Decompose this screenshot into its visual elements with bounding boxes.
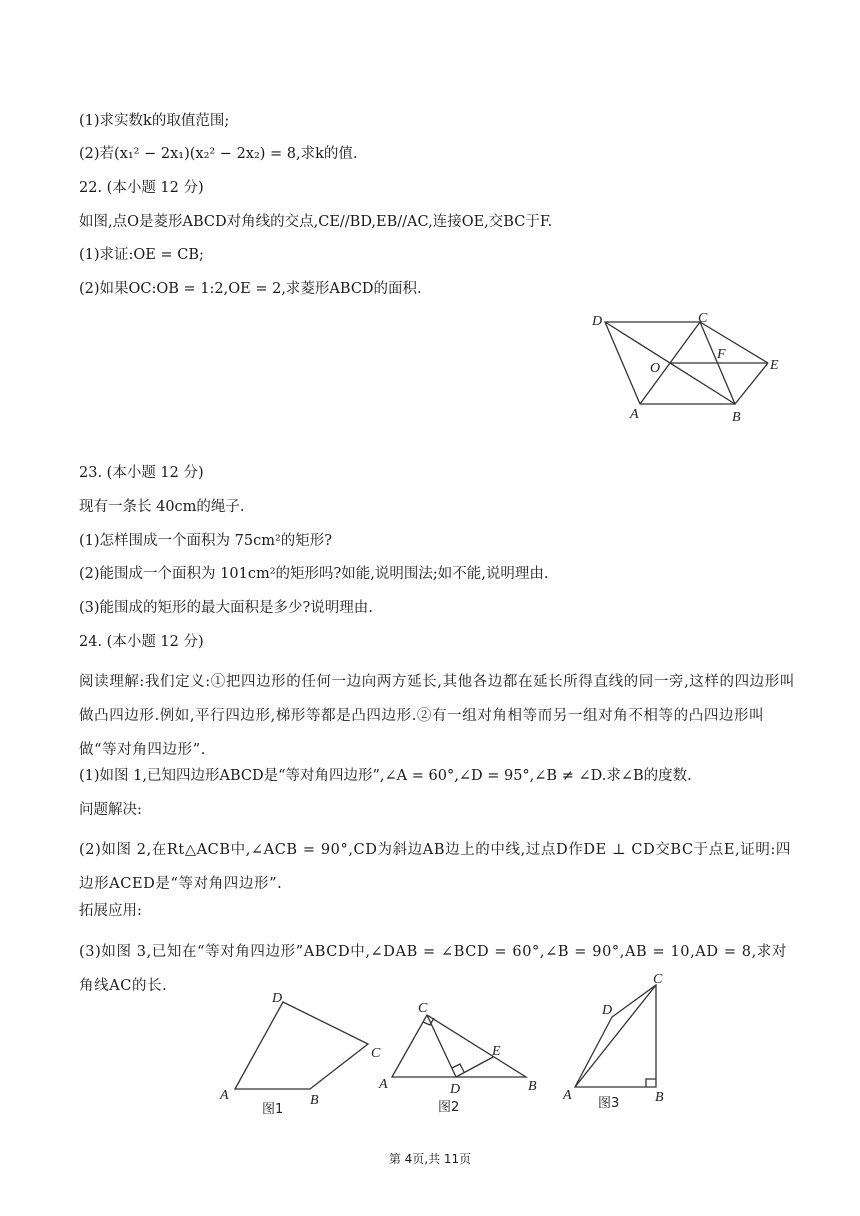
q24-figure-1 bbox=[215, 985, 395, 1120]
fig3-caption: 图3 bbox=[598, 1096, 620, 1111]
q24-figure-3 bbox=[555, 965, 680, 1115]
fig1-caption: 图1 bbox=[262, 1102, 284, 1117]
fig2-label-a: A bbox=[379, 1077, 388, 1092]
q24-section2: 问题解决: bbox=[79, 802, 142, 818]
fig3-label-d: D bbox=[602, 1003, 613, 1018]
q22-part2: (2)如果OC:OB = 1:2,OE = 2,求菱形ABCD的面积. bbox=[79, 281, 422, 297]
right-angle-b bbox=[646, 1079, 656, 1087]
label-e: E bbox=[770, 358, 779, 373]
fig1-label-d: D bbox=[272, 991, 283, 1006]
label-c: C bbox=[698, 311, 708, 326]
q21-part1: (1)求实数k的取值范围; bbox=[79, 113, 230, 129]
q23-part2: (2)能围成一个面积为 101cm²的矩形吗?如能,说明围法;如不能,说明理由. bbox=[79, 566, 549, 582]
q23-part1: (1)怎样围成一个面积为 75cm²的矩形? bbox=[79, 533, 333, 549]
page-footer: 第 4页,共 11页 bbox=[388, 1152, 472, 1166]
q22-stem: 如图,点O是菱形ABCD对角线的交点,CE//BD,EB//AC,连接OE,交BC于F. bbox=[79, 214, 553, 230]
fig2-label-e: E bbox=[492, 1044, 501, 1059]
label-a: A bbox=[630, 407, 639, 422]
fig3-label-a: A bbox=[563, 1088, 572, 1103]
q24-reading: 阅读理解:我们定义:①把四边形的任何一边向两方延长,其他各边都在延长所得直线的同一旁,这样的四边形叫做凸四边形.例如,平行四边形,梯形等都是凸四边形.②有一组对角相等而另一组对角不相等的凸四边形叫做“等对角四边形”. bbox=[79, 674, 795, 758]
q23-stem: 现有一条长 40cm的绳子. bbox=[79, 499, 245, 515]
q24-section3: 拓展应用: bbox=[79, 903, 142, 919]
label-d: D bbox=[592, 314, 603, 329]
segment-eb bbox=[735, 363, 768, 404]
label-o: O bbox=[650, 361, 661, 376]
fig3-label-c: C bbox=[653, 972, 663, 987]
fig2-label-b: B bbox=[528, 1079, 537, 1094]
fig2-label-d: D bbox=[450, 1082, 461, 1097]
q24-part2: (2)如图 2,在Rt△ACB中,∠ACB = 90°,CD为斜边AB边上的中线,过点D作DE ⊥ CD交BC于点E,证明:四边形ACED是“等对角四边形”. bbox=[79, 842, 792, 892]
fig1-label-b: B bbox=[310, 1093, 319, 1108]
label-b: B bbox=[732, 410, 741, 425]
fig1-label-c: C bbox=[371, 1046, 381, 1061]
label-f: F bbox=[717, 347, 726, 362]
diagonal-ac bbox=[575, 985, 656, 1087]
q22-figure-rhombus bbox=[580, 305, 790, 430]
q24-part1: (1)如图 1,已知四边形ABCD是“等对角四边形”,∠A = 60°,∠D = 95°,∠B ≠ ∠D.求∠B的度数. bbox=[79, 768, 692, 784]
fig2-label-c: C bbox=[418, 1001, 428, 1016]
fig2-caption: 图2 bbox=[438, 1100, 460, 1115]
q24-header: 24. (本小题 12 分) bbox=[79, 634, 204, 650]
triangle-acb bbox=[392, 1015, 526, 1077]
fig1-label-a: A bbox=[220, 1088, 229, 1103]
q22-part1: (1)求证:OE = CB; bbox=[79, 247, 204, 263]
q24-figure-2 bbox=[375, 995, 545, 1120]
q23-header: 23. (本小题 12 分) bbox=[79, 465, 204, 481]
fig3-label-b: B bbox=[655, 1090, 664, 1105]
segment-ce bbox=[700, 322, 768, 363]
q23-part3: (3)能围成的矩形的最大面积是多少?说明理由. bbox=[79, 600, 373, 616]
q22-header: 22. (本小题 12 分) bbox=[79, 180, 204, 196]
quadrilateral-abcd bbox=[235, 1002, 368, 1089]
q24-part3: (3)如图 3,已知在“等对角四边形”ABCD中,∠DAB = ∠BCD = 60°,∠B = 90°,AB = 10,AD = 8,求对角线AC的长. bbox=[79, 944, 788, 994]
q21-part2: (2)若(x₁² − 2x₁)(x₂² − 2x₂) = 8,求k的值. bbox=[79, 146, 358, 162]
